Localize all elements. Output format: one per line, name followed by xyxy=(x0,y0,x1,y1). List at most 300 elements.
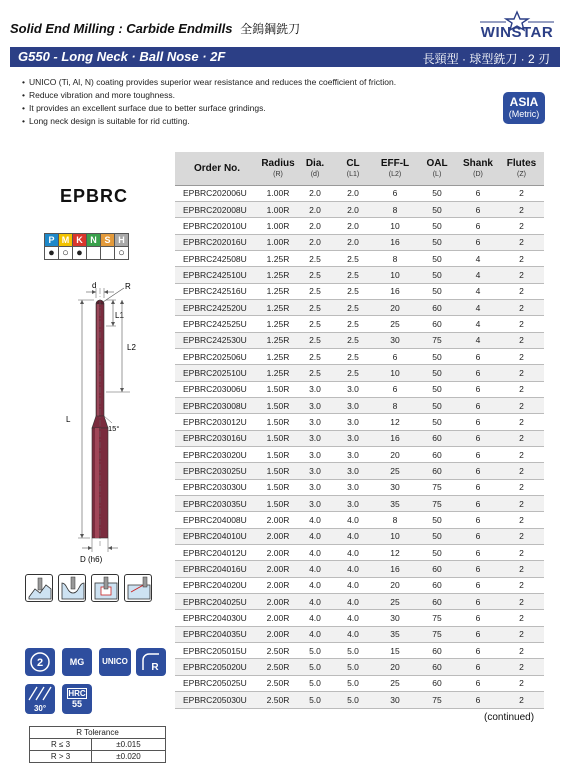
table-cell: 5.0 xyxy=(297,692,333,708)
order-number-cell: EPBRC242520U xyxy=(175,299,259,315)
tool-drawing xyxy=(20,276,170,566)
table-cell: 3.0 xyxy=(333,463,373,479)
table-cell: 1.50R xyxy=(259,414,297,430)
table-row xyxy=(175,610,544,626)
continued-note: (continued) xyxy=(484,712,535,723)
column-header-label: CL xyxy=(346,158,360,170)
table-cell: 60 xyxy=(417,594,457,610)
column-header xyxy=(175,152,259,185)
order-number-cell: EPBRC203030U xyxy=(175,479,259,495)
series-code: EPBRC xyxy=(60,186,129,206)
column-header-label: Flutes xyxy=(506,158,537,170)
table-cell: 1.50R xyxy=(259,447,297,463)
product-table xyxy=(175,152,544,709)
table-cell: 2.0 xyxy=(333,218,373,234)
column-header-unit: (L2) xyxy=(388,171,402,179)
tolerance-value: ±0.020 xyxy=(92,751,166,763)
column-header xyxy=(297,152,333,185)
order-number-cell: EPBRC204020U xyxy=(175,577,259,593)
table-cell: 2.5 xyxy=(297,299,333,315)
table-row xyxy=(175,512,544,528)
table-cell: 2.50R xyxy=(259,659,297,675)
table-cell: 2.5 xyxy=(297,348,333,364)
table-cell: 6 xyxy=(457,659,499,675)
region-badge xyxy=(503,92,545,124)
table-cell: 8 xyxy=(373,512,417,528)
table-cell: 6 xyxy=(457,643,499,659)
tolerance-header: R Tolerance xyxy=(30,727,166,739)
series-title: G550 - Long Neck · Ball Nose · 2F xyxy=(18,49,226,64)
table-cell: 4 xyxy=(457,332,499,348)
feature-item: • Reduce vibration and more toughness. xyxy=(22,89,396,102)
order-number-cell: EPBRC204030U xyxy=(175,610,259,626)
table-cell: 4.0 xyxy=(297,528,333,544)
table-cell: 20 xyxy=(373,447,417,463)
table-row xyxy=(175,447,544,463)
table-cell: 2 xyxy=(499,643,544,659)
region-badge-line2: (Metric) xyxy=(508,109,540,119)
table-cell: 60 xyxy=(417,577,457,593)
table-cell: 4.0 xyxy=(333,561,373,577)
table-cell: 3.0 xyxy=(297,414,333,430)
table-cell: 2 xyxy=(499,283,544,299)
table-cell: 2 xyxy=(499,594,544,610)
flute-icon xyxy=(25,648,55,676)
slotting-icon xyxy=(25,574,53,602)
material-letter: M xyxy=(59,234,73,247)
table-cell: 1.25R xyxy=(259,283,297,299)
table-cell: 2.5 xyxy=(333,283,373,299)
table-row xyxy=(175,299,544,315)
table-cell: 2.0 xyxy=(333,234,373,250)
table-cell: 1.25R xyxy=(259,348,297,364)
flute-count-badge xyxy=(25,648,55,676)
table-cell: 2.00R xyxy=(259,594,297,610)
table-cell: 3.0 xyxy=(297,479,333,495)
table-cell: 1.50R xyxy=(259,463,297,479)
table-row xyxy=(175,283,544,299)
table-cell: 60 xyxy=(417,316,457,332)
table-cell: 10 xyxy=(373,267,417,283)
table-cell: 30 xyxy=(373,610,417,626)
dim-l2-label: L2 xyxy=(127,343,136,352)
table-cell: 6 xyxy=(457,545,499,561)
table-row xyxy=(175,365,544,381)
page-title-en: Solid End Milling : Carbide Endmills xyxy=(10,21,233,36)
table-cell: 50 xyxy=(417,512,457,528)
profiling-icon xyxy=(58,574,86,602)
order-number-cell: EPBRC203025U xyxy=(175,463,259,479)
table-cell: 6 xyxy=(457,381,499,397)
table-cell: 2 xyxy=(499,577,544,593)
table-cell: 2 xyxy=(499,250,544,266)
table-cell: 2 xyxy=(499,414,544,430)
table-row xyxy=(175,267,544,283)
table-cell: 1.25R xyxy=(259,332,297,348)
table-cell: 2.0 xyxy=(297,201,333,217)
table-row xyxy=(175,201,544,217)
table-cell: 3.0 xyxy=(333,381,373,397)
table-cell: 6 xyxy=(457,626,499,642)
table-cell: 2.5 xyxy=(297,316,333,332)
table-cell: 2.5 xyxy=(297,267,333,283)
table-cell: 8 xyxy=(373,201,417,217)
table-cell: 2 xyxy=(499,561,544,577)
table-cell: 50 xyxy=(417,545,457,561)
logo-text: WINSTAR xyxy=(480,24,554,41)
table-cell: 2.00R xyxy=(259,561,297,577)
column-header-label: Order No. xyxy=(193,162,241,174)
table-cell: 8 xyxy=(373,397,417,413)
table-cell: 2.5 xyxy=(297,365,333,381)
table-cell: 1.25R xyxy=(259,267,297,283)
table-cell: 2.00R xyxy=(259,528,297,544)
table-cell: 2 xyxy=(499,512,544,528)
order-number-cell: EPBRC205025U xyxy=(175,675,259,691)
table-cell: 1.50R xyxy=(259,479,297,495)
table-cell: 5.0 xyxy=(333,675,373,691)
table-cell: 2 xyxy=(499,332,544,348)
table-cell: 2.5 xyxy=(333,348,373,364)
table-cell: 6 xyxy=(457,610,499,626)
table-cell: 2.00R xyxy=(259,577,297,593)
order-number-cell: EPBRC205020U xyxy=(175,659,259,675)
pocketing-icon xyxy=(91,574,119,602)
material-letter: S xyxy=(101,234,115,247)
order-number-cell: EPBRC203012U xyxy=(175,414,259,430)
material-suitability-table xyxy=(44,233,129,260)
table-cell: 3.0 xyxy=(333,414,373,430)
column-header-unit: (L1) xyxy=(346,171,360,179)
dim-angle-label: 15° xyxy=(108,424,120,433)
feature-item: • It provides an excellent surface due to better surface grindings. xyxy=(22,102,396,115)
table-row xyxy=(175,463,544,479)
material-mark: ○ xyxy=(115,247,129,260)
table-cell: 6 xyxy=(457,479,499,495)
table-cell: 50 xyxy=(417,234,457,250)
table-row xyxy=(175,643,544,659)
table-cell: 6 xyxy=(457,234,499,250)
table-cell: 2.0 xyxy=(297,218,333,234)
table-cell: 12 xyxy=(373,545,417,561)
table-cell: 5.0 xyxy=(297,675,333,691)
table-body xyxy=(175,185,544,708)
table-cell: 50 xyxy=(417,365,457,381)
table-cell: 4.0 xyxy=(297,610,333,626)
table-cell: 6 xyxy=(457,365,499,381)
table-cell: 75 xyxy=(417,692,457,708)
table-cell: 3.0 xyxy=(297,463,333,479)
table-cell: 6 xyxy=(457,218,499,234)
table-cell: 4.0 xyxy=(333,577,373,593)
table-cell: 6 xyxy=(457,561,499,577)
table-cell: 2.0 xyxy=(333,201,373,217)
order-number-cell: EPBRC242525U xyxy=(175,316,259,332)
helix-angle-label: 30° xyxy=(33,704,47,713)
order-number-cell: EPBRC242508U xyxy=(175,250,259,266)
table-cell: 50 xyxy=(417,381,457,397)
table-cell: 2 xyxy=(499,381,544,397)
table-cell: 4.0 xyxy=(297,512,333,528)
table-cell: 3.0 xyxy=(297,381,333,397)
table-cell: 4.0 xyxy=(333,545,373,561)
table-cell: 20 xyxy=(373,577,417,593)
table-cell: 4 xyxy=(457,250,499,266)
ball-radius-label: R xyxy=(151,662,159,673)
dim-d-label: d xyxy=(92,281,97,290)
column-header-label: OAL xyxy=(426,158,448,170)
table-cell: 60 xyxy=(417,463,457,479)
table-row xyxy=(175,316,544,332)
order-number-cell: EPBRC204035U xyxy=(175,626,259,642)
table-cell: 4.0 xyxy=(333,528,373,544)
table-cell: 2 xyxy=(499,185,544,201)
table-cell: 50 xyxy=(417,250,457,266)
ball-radius-badge xyxy=(136,648,166,676)
table-cell: 2.00R xyxy=(259,512,297,528)
table-row xyxy=(175,414,544,430)
table-cell: 2 xyxy=(499,528,544,544)
table-cell: 35 xyxy=(373,496,417,512)
table-row xyxy=(175,234,544,250)
table-cell: 12 xyxy=(373,414,417,430)
table-cell: 50 xyxy=(417,528,457,544)
table-cell: 5.0 xyxy=(297,659,333,675)
table-cell: 2 xyxy=(499,218,544,234)
table-cell: 16 xyxy=(373,561,417,577)
column-header-label: Radius xyxy=(261,158,295,170)
table-cell: 50 xyxy=(417,414,457,430)
table-cell: 6 xyxy=(457,348,499,364)
dim-shank-label: D (h6) xyxy=(80,555,103,564)
table-cell: 3.0 xyxy=(297,496,333,512)
table-cell: 2.0 xyxy=(297,185,333,201)
table-cell: 50 xyxy=(417,348,457,364)
brand-logo xyxy=(476,10,558,44)
table-cell: 2 xyxy=(499,675,544,691)
table-cell: 25 xyxy=(373,675,417,691)
order-number-cell: EPBRC202008U xyxy=(175,201,259,217)
table-cell: 50 xyxy=(417,267,457,283)
table-cell: 4.0 xyxy=(297,594,333,610)
column-header-unit: (D) xyxy=(473,171,483,179)
table-cell: 75 xyxy=(417,610,457,626)
table-row xyxy=(175,577,544,593)
table-cell: 1.25R xyxy=(259,365,297,381)
table-cell: 2.5 xyxy=(297,332,333,348)
flute-count: 2 xyxy=(36,657,44,669)
table-cell: 2.50R xyxy=(259,692,297,708)
material-mark: ● xyxy=(73,247,87,260)
table-row xyxy=(175,692,544,708)
ramping-icon xyxy=(124,574,152,602)
table-cell: 6 xyxy=(457,201,499,217)
table-cell: 2 xyxy=(499,234,544,250)
table-row xyxy=(175,381,544,397)
table-cell: 2.00R xyxy=(259,610,297,626)
table-cell: 16 xyxy=(373,430,417,446)
table-cell: 2.00R xyxy=(259,626,297,642)
column-header xyxy=(417,152,457,185)
table-row xyxy=(175,479,544,495)
table-cell: 4.0 xyxy=(297,577,333,593)
table-cell: 75 xyxy=(417,496,457,512)
table-cell: 1.25R xyxy=(259,250,297,266)
table-cell: 50 xyxy=(417,201,457,217)
table-cell: 60 xyxy=(417,561,457,577)
column-header xyxy=(259,152,297,185)
table-cell: 6 xyxy=(457,185,499,201)
table-cell: 2.0 xyxy=(333,185,373,201)
helix-angle-badge xyxy=(25,684,55,714)
column-header xyxy=(499,152,544,185)
table-cell: 4.0 xyxy=(333,594,373,610)
table-row xyxy=(175,496,544,512)
page-title xyxy=(10,20,300,37)
order-number-cell: EPBRC202016U xyxy=(175,234,259,250)
mg-label: MG xyxy=(69,657,85,667)
mg-badge xyxy=(62,648,92,676)
table-cell: 60 xyxy=(417,643,457,659)
table-cell: 1.25R xyxy=(259,299,297,315)
table-cell: 3.0 xyxy=(333,397,373,413)
table-cell: 16 xyxy=(373,234,417,250)
order-number-cell: EPBRC205015U xyxy=(175,643,259,659)
table-cell: 6 xyxy=(373,185,417,201)
table-cell: 2 xyxy=(499,397,544,413)
table-cell: 3.0 xyxy=(333,447,373,463)
order-number-cell: EPBRC203006U xyxy=(175,381,259,397)
order-number-cell: EPBRC242530U xyxy=(175,332,259,348)
material-marks-row xyxy=(45,247,129,260)
table-cell: 2.5 xyxy=(297,283,333,299)
table-cell: 1.50R xyxy=(259,496,297,512)
table-cell: 20 xyxy=(373,659,417,675)
table-cell: 20 xyxy=(373,299,417,315)
table-cell: 2.5 xyxy=(333,316,373,332)
table-cell: 2 xyxy=(499,692,544,708)
table-cell: 2 xyxy=(499,365,544,381)
table-cell: 1.00R xyxy=(259,218,297,234)
order-number-cell: EPBRC202510U xyxy=(175,365,259,381)
table-cell: 3.0 xyxy=(297,430,333,446)
material-mark xyxy=(87,247,101,260)
table-cell: 6 xyxy=(457,675,499,691)
table-cell: 10 xyxy=(373,528,417,544)
feature-item: • UNICO (Ti, Al, N) coating provides superior wear resistance and reduces the coefficient of friction. xyxy=(22,76,396,89)
hrc-value: 55 xyxy=(71,699,82,709)
order-number-cell: EPBRC204025U xyxy=(175,594,259,610)
unico-badge xyxy=(99,648,131,676)
table-cell: 2 xyxy=(499,299,544,315)
table-cell: 6 xyxy=(457,577,499,593)
table-cell: 2.00R xyxy=(259,545,297,561)
ball-radius-icon xyxy=(136,648,166,676)
table-cell: 1.00R xyxy=(259,234,297,250)
order-number-cell: EPBRC202506U xyxy=(175,348,259,364)
table-cell: 50 xyxy=(417,218,457,234)
unico-label: UNICO xyxy=(102,657,128,666)
table-cell: 60 xyxy=(417,675,457,691)
order-number-cell: EPBRC204016U xyxy=(175,561,259,577)
dim-l1-label: L1 xyxy=(115,311,124,320)
table-cell: 4 xyxy=(457,283,499,299)
table-cell: 1.00R xyxy=(259,185,297,201)
table-cell: 2 xyxy=(499,316,544,332)
table-cell: 2 xyxy=(499,496,544,512)
page-title-cn: 全鎢鋼銑刀 xyxy=(240,22,301,36)
table-cell: 2 xyxy=(499,545,544,561)
table-row xyxy=(175,626,544,642)
tolerance-range: R ≤ 3 xyxy=(30,739,92,751)
table-cell: 2 xyxy=(499,267,544,283)
table-cell: 2 xyxy=(499,430,544,446)
table-cell: 60 xyxy=(417,430,457,446)
table-cell: 2.5 xyxy=(333,250,373,266)
table-header-row xyxy=(175,152,544,185)
table-cell: 4.0 xyxy=(297,626,333,642)
column-header-unit: (Z) xyxy=(517,171,526,179)
table-cell: 4.0 xyxy=(333,626,373,642)
table-cell: 6 xyxy=(457,512,499,528)
table-cell: 2.5 xyxy=(333,332,373,348)
table-cell: 2.5 xyxy=(297,250,333,266)
order-number-cell: EPBRC242516U xyxy=(175,283,259,299)
table-cell: 16 xyxy=(373,283,417,299)
table-row xyxy=(175,348,544,364)
table-cell: 6 xyxy=(457,692,499,708)
order-number-cell: EPBRC204012U xyxy=(175,545,259,561)
table-cell: 6 xyxy=(457,414,499,430)
table-cell: 75 xyxy=(417,479,457,495)
table-cell: 6 xyxy=(457,594,499,610)
table-cell: 2.5 xyxy=(333,365,373,381)
table-cell: 60 xyxy=(417,659,457,675)
feature-list xyxy=(22,76,396,128)
order-number-cell: EPBRC203008U xyxy=(175,397,259,413)
table-cell: 2.50R xyxy=(259,643,297,659)
table-cell: 1.25R xyxy=(259,316,297,332)
table-cell: 25 xyxy=(373,463,417,479)
material-letter: N xyxy=(87,234,101,247)
material-letters-row xyxy=(45,234,129,247)
table-cell: 3.0 xyxy=(333,496,373,512)
material-mark: ● xyxy=(45,247,59,260)
table-cell: 3.0 xyxy=(297,397,333,413)
table-cell: 6 xyxy=(373,348,417,364)
table-row xyxy=(175,430,544,446)
column-header xyxy=(333,152,373,185)
order-number-cell: EPBRC202010U xyxy=(175,218,259,234)
column-header-unit: (L) xyxy=(432,171,442,179)
table-cell: 6 xyxy=(457,447,499,463)
table-cell: 6 xyxy=(373,381,417,397)
order-number-cell: EPBRC205030U xyxy=(175,692,259,708)
order-number-cell: EPBRC203035U xyxy=(175,496,259,512)
order-number-cell: EPBRC242510U xyxy=(175,267,259,283)
table-cell: 10 xyxy=(373,365,417,381)
table-row xyxy=(175,332,544,348)
feature-item: • Long neck design is suitable for rid cutting. xyxy=(22,115,396,128)
table-cell: 2 xyxy=(499,447,544,463)
column-header xyxy=(457,152,499,185)
material-letter: P xyxy=(45,234,59,247)
column-header xyxy=(373,152,417,185)
table-cell: 15 xyxy=(373,643,417,659)
table-cell: 2.5 xyxy=(333,267,373,283)
table-cell: 30 xyxy=(373,332,417,348)
material-mark: ○ xyxy=(59,247,73,260)
